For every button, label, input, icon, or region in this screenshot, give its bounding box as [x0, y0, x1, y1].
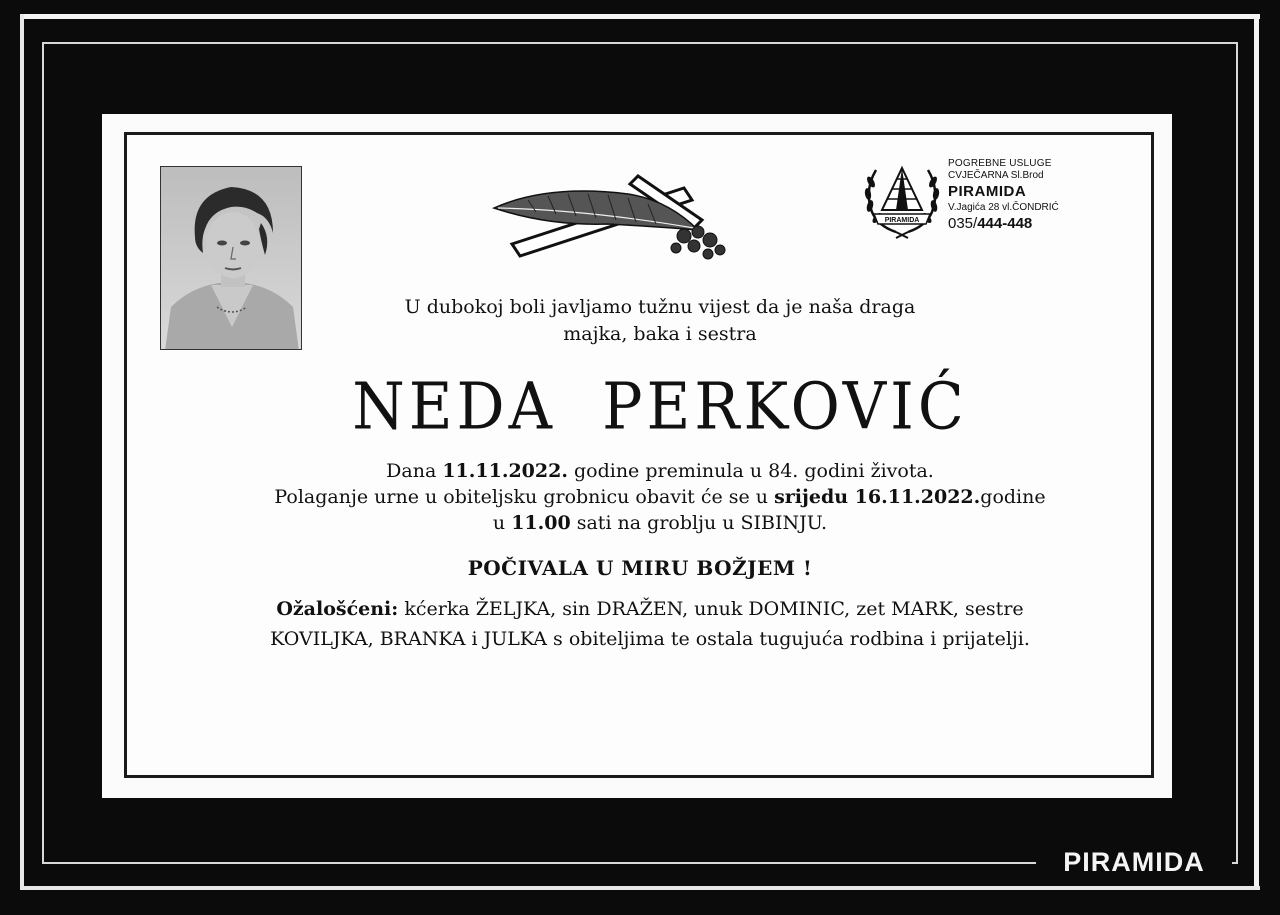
details-line-2 — [200, 484, 1120, 510]
outer-border-top — [20, 14, 1260, 19]
mourners-label: Ožalošćeni: — [276, 598, 399, 620]
death-date: 11.11.2022. — [442, 460, 568, 482]
logo-text-block — [948, 158, 1088, 233]
burial-date: srijedu 16.11.2022. — [774, 486, 981, 508]
outer-border-left — [20, 14, 24, 890]
outer-border-bottom — [20, 886, 1260, 890]
pyramid-laurel-icon — [862, 160, 942, 240]
funeral-details — [200, 458, 1120, 536]
cross-feather-emblem — [488, 166, 734, 262]
mourners-line-2: KOVILJKA, BRANKA i JULKA s obiteljima te ostala tugujuća rodbina i prijatelji. — [270, 628, 1030, 650]
burial-time: 11.00 — [511, 512, 571, 534]
mourners-line-1 — [190, 594, 1110, 624]
intro-text — [340, 294, 980, 348]
deceased-name-text: NEDA PERKOVIĆ — [352, 369, 968, 445]
details-l3-a: u — [492, 512, 512, 534]
logo-florist-label: CVJEČARNA Sl.Brod — [948, 170, 1044, 181]
details-l1-a: Dana — [386, 460, 443, 482]
details-l1-b: godine preminula u 84. godini života. — [567, 460, 934, 482]
outer-border-right — [1254, 14, 1259, 890]
logo-phone — [948, 214, 1088, 233]
rest-in-peace: POČIVALA U MIRU BOŽJEM ! — [467, 556, 813, 580]
details-l2-b: godine — [980, 486, 1046, 508]
footer-brand-logo: PIRAMIDA — [1036, 844, 1232, 880]
logo-ribbon-text: PIRAMIDA — [884, 217, 920, 224]
details-l2-a: Polaganje urne u obiteljsku grobnicu obavit će se u — [274, 486, 775, 508]
mourners-text-1: kćerka ŽELJKA, sin DRAŽEN, unuk DOMINIC, zet MARK, sestre — [398, 598, 1024, 620]
logo-phone-prefix: 035/ — [948, 215, 978, 232]
portrait-image — [161, 167, 302, 350]
logo-phone-number: 444-448 — [977, 215, 1033, 232]
logo-company-name: PIRAMIDA — [948, 183, 1027, 200]
details-line-3 — [200, 510, 1120, 536]
details-line-1 — [200, 458, 1120, 484]
mourners-list — [190, 594, 1110, 654]
deceased-name — [160, 369, 1160, 445]
logo-address: V.Jagića 28 vl.ČONDRIĆ — [948, 202, 1059, 213]
cross-icon — [488, 166, 734, 262]
intro-line-1: U dubokoj boli javljamo tužnu vijest da je naša draga — [404, 296, 916, 318]
details-l3-b: sati na groblju u SIBINJU. — [570, 512, 828, 534]
portrait-photo — [160, 166, 302, 350]
funeral-service-logo — [862, 158, 1082, 242]
logo-services-label: POGREBNE USLUGE — [948, 158, 1052, 169]
intro-line-2: majka, baka i sestra — [563, 323, 757, 345]
